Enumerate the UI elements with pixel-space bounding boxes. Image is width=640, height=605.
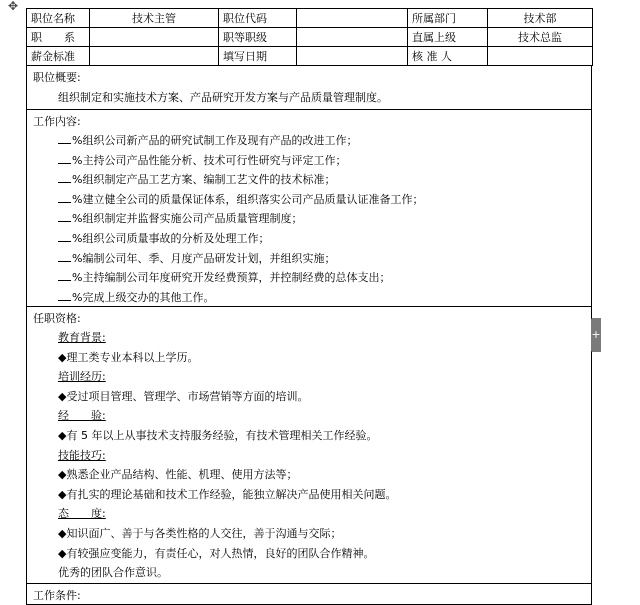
duty-text: %主持公司产品性能分析、技术可行性研究与评定工作； [72, 153, 347, 167]
header-value-cell [90, 28, 219, 47]
qualification-item [27, 348, 591, 368]
duty-item [27, 190, 591, 210]
blank-underline [58, 269, 71, 281]
duty-text: %组织公司新产品的研究试制工作及现有产品的改进工作； [72, 134, 358, 147]
qualification-item [27, 387, 591, 407]
header-row [27, 28, 593, 47]
duty-item [27, 268, 591, 288]
duty-item [27, 249, 591, 269]
header-value-cell [297, 28, 408, 47]
overview-label: 职位概要: [33, 71, 81, 84]
duty-item [27, 151, 591, 171]
qualification-item-text: ◆知识面广、善于与各类性格的人交往，善于沟通与交际； [58, 526, 342, 540]
qualification-item-text: ◆有 5 年以上从事技术支持服务经验，有技术管理相关工作经验。 [58, 428, 378, 442]
qualification-heading [27, 328, 591, 348]
qualification-item-text: ◆熟悉企业产品结构、性能、机理、使用方法等； [58, 468, 298, 482]
duty-item [27, 131, 591, 151]
header-value-cell: 技术部 [488, 9, 593, 28]
overview-text: 组织制定和实施技术方案、产品研究开发方案与产品质量管理制度。 [58, 91, 388, 104]
duty-text: %完成上级交办的其他工作。 [72, 290, 215, 304]
header-label-cell: 直属上级 [408, 28, 488, 47]
header-label-cell: 职等职级 [219, 28, 297, 47]
qualification-item-text: ◆受过项目管理、管理学、市场营销等方面的培训。 [58, 389, 309, 403]
qualification-heading [27, 504, 591, 524]
duty-item [27, 288, 591, 308]
duty-item [27, 209, 591, 229]
qualification-heading [27, 406, 591, 426]
qualification-heading-text: 教育背景: [58, 331, 106, 344]
duty-text: %建立健全公司的质量保证体系，组织落实公司产品质量认证准备工作； [72, 192, 424, 206]
header-label-cell: 所属部门 [408, 9, 488, 28]
header-table [26, 8, 593, 66]
overview-section [26, 66, 592, 110]
duty-text: %编制公司年、季、月度产品研发计划，并组织实施； [72, 251, 336, 265]
duties-label: 工作内容: [33, 115, 81, 128]
table-move-handle-icon[interactable]: ✥ [8, 0, 19, 13]
blank-underline [58, 230, 71, 242]
blank-underline [58, 132, 71, 144]
qualifications-list [27, 328, 591, 583]
duty-item [27, 170, 591, 190]
header-label-cell: 核 准 人 [408, 47, 488, 66]
qualification-item [27, 544, 591, 564]
header-value-cell [488, 47, 593, 66]
duties-list [27, 131, 591, 307]
header-value-cell [90, 47, 219, 66]
header-value-cell: 技术主管 [90, 9, 219, 28]
qualification-heading [27, 446, 591, 466]
qualification-item [27, 524, 591, 544]
header-label-cell: 职 系 [27, 28, 90, 47]
header-row [27, 9, 593, 28]
qualification-heading-text: 态 度: [58, 507, 106, 521]
blank-underline [58, 289, 71, 301]
duty-text: %组织制定产品工艺方案、编制工艺文件的技术标准； [72, 173, 336, 187]
qualification-item-text: ◆有扎实的理论基础和技术工作经验，能独立解决产品使用相关问题。 [58, 487, 397, 501]
qualification-heading-text: 技能技巧: [58, 448, 106, 462]
qualification-item [27, 563, 591, 583]
qualification-heading-text: 培训经历: [58, 370, 106, 384]
duty-text: %组织制定并监督实施公司产品质量管理制度； [72, 212, 303, 226]
blank-underline [58, 210, 71, 222]
plus-icon[interactable]: + [591, 318, 601, 352]
header-value-cell [297, 47, 408, 66]
qualifications-label: 任职资格: [33, 312, 81, 325]
duty-text: %主持编制公司年度研究开发经费预算，并控制经费的总体支出； [72, 271, 391, 285]
header-label-cell: 填写日期 [219, 47, 297, 66]
qualification-item [27, 485, 591, 505]
duties-section [26, 110, 592, 307]
qualification-item-text: ◆理工类专业本科以上学历。 [58, 350, 199, 364]
blank-underline [58, 250, 71, 262]
duty-item [27, 229, 591, 249]
conditions-label: 工作条件: [33, 589, 81, 602]
job-description-table [26, 8, 592, 605]
header-label-cell: 职位名称 [27, 9, 90, 28]
qualification-item-text: ◆有较强应变能力，有责任心，对人热情，良好的团队合作精神。 [58, 546, 375, 560]
header-label-cell: 薪金标准 [27, 47, 90, 66]
qualifications-section [26, 307, 592, 584]
qualification-item [27, 465, 591, 485]
blank-underline [58, 191, 71, 203]
blank-underline [58, 171, 71, 183]
qualification-heading [27, 367, 591, 387]
duty-text: %组织公司质量事故的分析及处理工作； [72, 231, 270, 245]
qualification-item [27, 426, 591, 446]
header-value-cell: 技术总监 [488, 28, 593, 47]
qualification-heading-text: 经 验: [58, 409, 106, 423]
header-row [27, 47, 593, 66]
header-value-cell [297, 9, 408, 28]
header-label-cell: 职位代码 [219, 9, 297, 28]
blank-underline [58, 152, 71, 164]
qualification-item-text: 优秀的团队合作意识。 [58, 566, 168, 580]
